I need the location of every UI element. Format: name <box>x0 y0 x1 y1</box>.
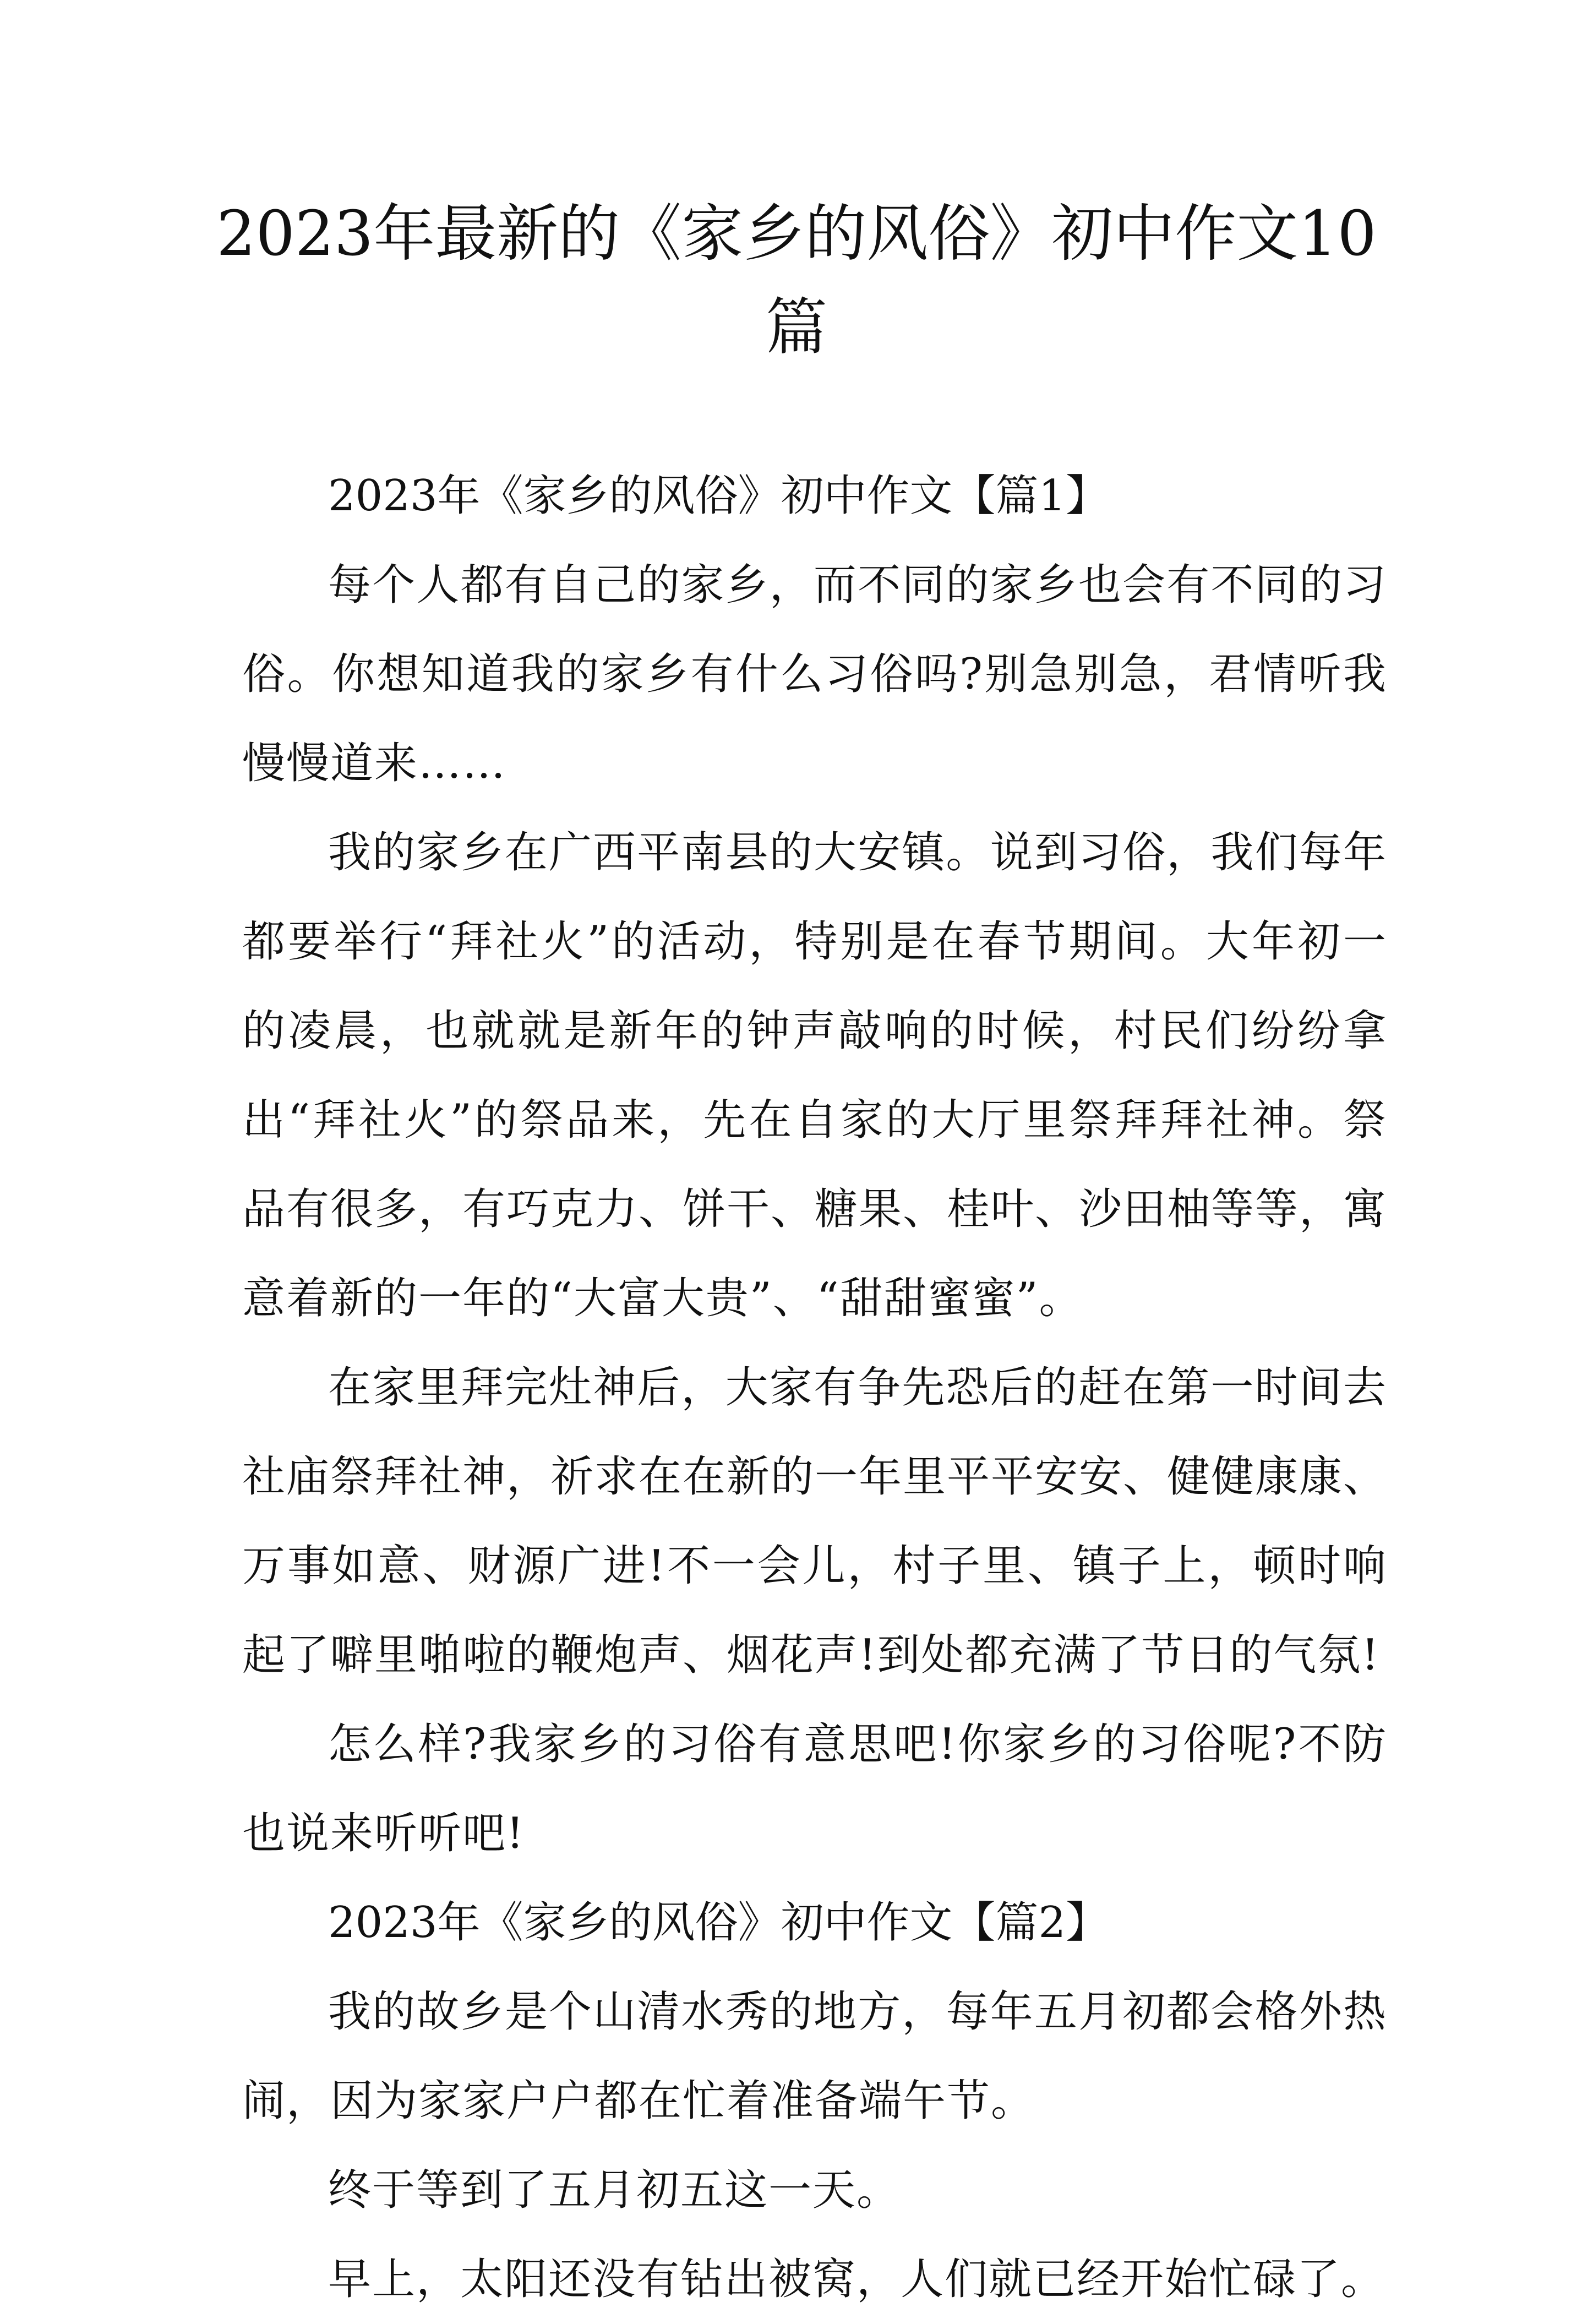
paragraph: 怎么样?我家乡的习俗有意思吧!你家乡的习俗呢?不防也说来听听吧! <box>242 1720 1387 1858</box>
paragraph: 我的故乡是个山清水秀的地方，每年五月初都会格外热闹，因为家家户户都在忙着准备端午节。 <box>242 1987 1387 2126</box>
paragraph: 每个人都有自己的家乡，而不同的家乡也会有不同的习俗。你想知道我的家乡有什么习俗吗?别急别急，君情听我慢慢道来…… <box>242 560 1387 788</box>
section-heading-1: 2023年《家乡的风俗》初中作文【篇1】 <box>328 471 1109 521</box>
paragraph: 我的家乡在广西平南县的大安镇。说到习俗，我们每年都要举行“拜社火”的活动，特别是在春节期间。大年初一的凌晨，也就就是新年的钟声敲响的时候，村民们纷纷拿出“拜社火”的祭品来，先在自家的大厅里祭拜拜社神。祭品有很多，有巧克力、饼干、糖果、桂叶、沙田柚等等，寓意着新的一年的“大富大贵”、“甜甜蜜蜜”。 <box>242 828 1388 1323</box>
document-title: 2023年最新的《家乡的风俗》初中作文10篇 <box>216 198 1377 363</box>
document-body <box>242 451 1387 2324</box>
paragraph: 早上，太阳还没有钻出被窝，人们就已经开始忙碌了。 <box>328 2255 1385 2304</box>
paragraph: 在家里拜完灶神后，大家有争先恐后的赶在第一时间去社庙祭拜社神，祈求在在新的一年里平平安安、健健康康、万事如意、财源广进!不一会儿，村子里、镇子上，顿时响起了噼里啪啦的鞭炮声、烟花声!到处都充满了节日的气氛! <box>242 1363 1388 1680</box>
paragraph: 终于等到了五月初五这一天。 <box>328 2165 901 2215</box>
section-heading-2: 2023年《家乡的风俗》初中作文【篇2】 <box>328 1898 1109 1947</box>
